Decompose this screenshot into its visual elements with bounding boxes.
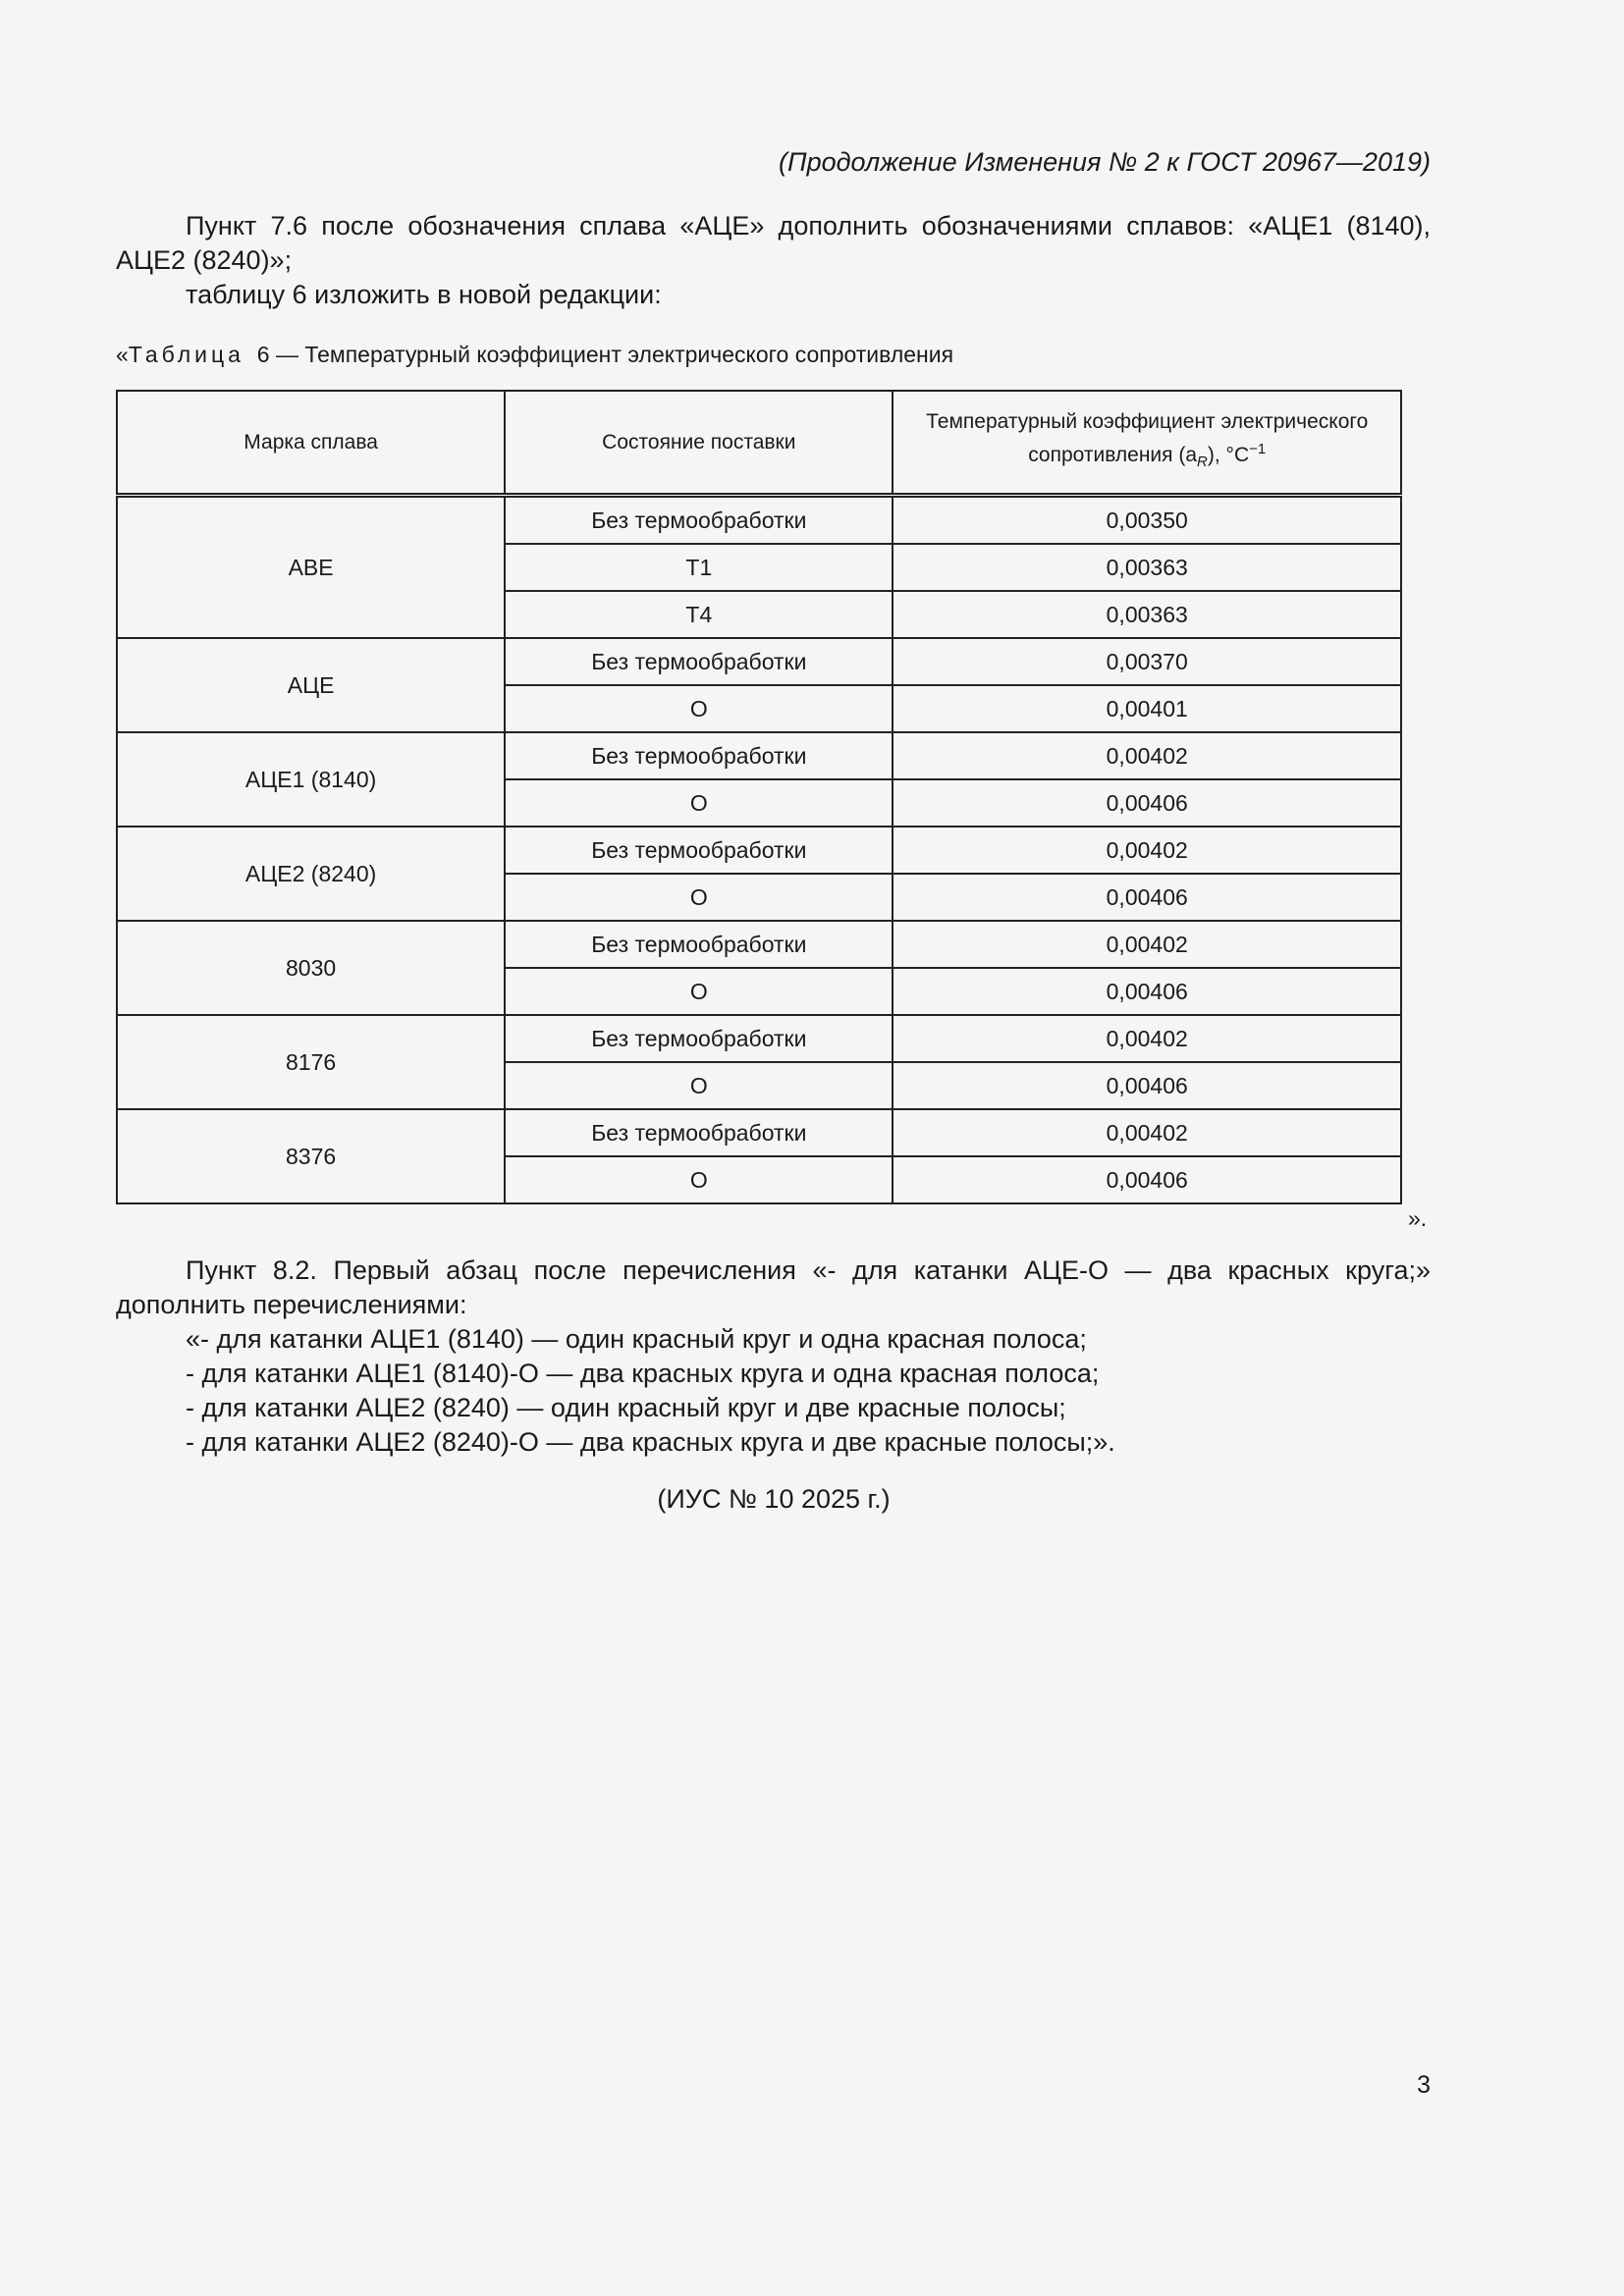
alloy-cell: 8376 <box>117 1109 505 1203</box>
table-row <box>117 496 1401 545</box>
condition-cell: Без термообработки <box>505 827 893 874</box>
value-cell: 0,00406 <box>893 779 1401 827</box>
header-coef-superscript: −1 <box>1249 440 1267 457</box>
header-coefficient <box>893 391 1401 496</box>
caption-title: 6 — Температурный коэффициент электрического сопротивления <box>256 342 954 367</box>
table-closing-quote: ». <box>1408 1205 1428 1231</box>
value-cell: 0,00406 <box>893 874 1401 921</box>
table-caption <box>116 342 953 368</box>
temperature-coefficient-table <box>116 390 1402 1204</box>
alloy-cell: АЦЕ1 (8140) <box>117 732 505 827</box>
header-coef-line2-prefix: сопротивления (a <box>1028 443 1198 466</box>
header-coef-subscript: R <box>1197 454 1208 471</box>
table-row <box>117 732 1401 779</box>
list-item: - для катанки АЦЕ2 (8240) — один красный круг и две красные полосы; <box>186 1393 1066 1422</box>
condition-cell: Без термообработки <box>505 496 893 545</box>
alloy-cell: 8176 <box>117 1015 505 1109</box>
alloy-cell: АВЕ <box>117 496 505 639</box>
list-item: «- для катанки АЦЕ1 (8140) — один красный круг и одна красная полоса; <box>186 1324 1087 1354</box>
table-row <box>117 1109 1401 1156</box>
condition-cell: Т1 <box>505 544 893 591</box>
value-cell: 0,00406 <box>893 1062 1401 1109</box>
value-cell: 0,00402 <box>893 1015 1401 1062</box>
list-item: - для катанки АЦЕ2 (8240)-О — два красных круга и две красные полосы;». <box>186 1427 1115 1457</box>
alloy-cell: АЦЕ2 (8240) <box>117 827 505 921</box>
table-row <box>117 827 1401 874</box>
value-cell: 0,00402 <box>893 827 1401 874</box>
caption-table-word: Таблица <box>128 342 244 367</box>
value-cell: 0,00406 <box>893 1156 1401 1203</box>
value-cell: 0,00350 <box>893 496 1401 545</box>
condition-cell: Т4 <box>505 591 893 638</box>
condition-cell: О <box>505 1062 893 1109</box>
continuation-note: (Продолжение Изменения № 2 к ГОСТ 20967—2019) <box>779 147 1431 177</box>
section-8-2-block <box>116 1254 1431 1460</box>
table-row <box>117 638 1401 685</box>
condition-cell: О <box>505 1156 893 1203</box>
header-condition: Состояние поставки <box>505 391 893 496</box>
condition-cell: Без термообработки <box>505 1015 893 1062</box>
value-cell: 0,00370 <box>893 638 1401 685</box>
value-cell: 0,00363 <box>893 544 1401 591</box>
value-cell: 0,00402 <box>893 732 1401 779</box>
value-cell: 0,00363 <box>893 591 1401 638</box>
alloy-cell: 8030 <box>117 921 505 1015</box>
list-item: - для катанки АЦЕ1 (8140)-О — два красных круга и одна красная полоса; <box>186 1359 1100 1388</box>
condition-cell: Без термообработки <box>505 732 893 779</box>
caption-open-quote: « <box>116 342 129 367</box>
header-coef-line2-suffix: ), °C <box>1207 443 1250 466</box>
section-8-2-paragraph: Пункт 8.2. Первый абзац после перечисления «- для катанки АЦЕ-О — два красных круга;» дополнить перечислениями: <box>116 1255 1431 1319</box>
condition-cell: Без термообработки <box>505 1109 893 1156</box>
alloy-cell: АЦЕ <box>117 638 505 732</box>
value-cell: 0,00402 <box>893 921 1401 968</box>
table-body <box>117 496 1401 1204</box>
value-cell: 0,00401 <box>893 685 1401 732</box>
condition-cell: О <box>505 685 893 732</box>
condition-cell: О <box>505 968 893 1015</box>
condition-cell: О <box>505 874 893 921</box>
table-row <box>117 1015 1401 1062</box>
value-cell: 0,00406 <box>893 968 1401 1015</box>
condition-cell: Без термообработки <box>505 638 893 685</box>
condition-cell: Без термообработки <box>505 921 893 968</box>
intro-paragraph-7-6: Пункт 7.6 после обозначения сплава «АЦЕ» дополнить обозначениями сплавов: «АЦЕ1 (8140), АЦЕ2 (8240)»; <box>116 211 1431 275</box>
ius-reference: (ИУС № 10 2025 г.) <box>657 1484 891 1514</box>
table-header-row <box>117 391 1401 496</box>
value-cell: 0,00402 <box>893 1109 1401 1156</box>
condition-cell: О <box>505 779 893 827</box>
intro-paragraph-table6: таблицу 6 изложить в новой редакции: <box>186 280 662 309</box>
header-alloy: Марка сплава <box>117 391 505 496</box>
page-number: 3 <box>1417 2071 1431 2099</box>
table-row <box>117 921 1401 968</box>
header-coef-line1: Температурный коэффициент электрического <box>926 409 1369 433</box>
intro-block <box>116 209 1431 312</box>
